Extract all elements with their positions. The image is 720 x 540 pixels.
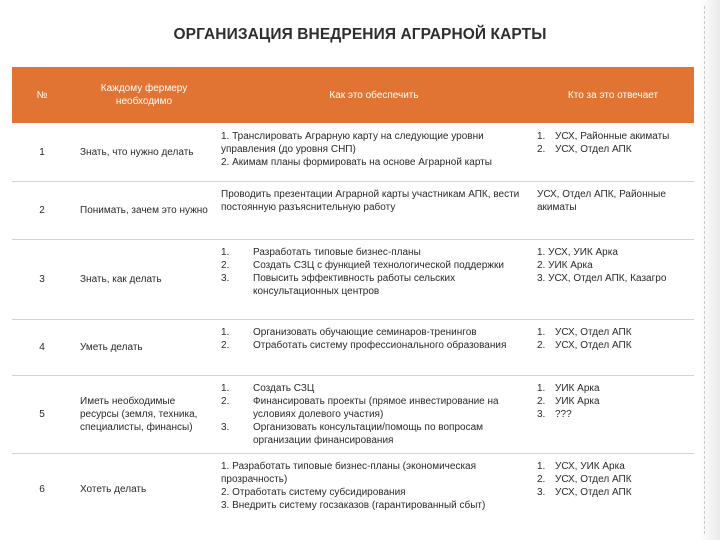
list-item: 1. УИК Арка: [537, 383, 600, 394]
row-who: [532, 124, 694, 182]
list-item: 2. УСХ, Отдел АПК: [537, 144, 632, 155]
header-task: Каждому фермеру необходимо: [72, 67, 216, 124]
header-num: №: [12, 67, 72, 124]
list-item: 2. УИК Арка: [537, 396, 600, 407]
list-item: 3. Организовать консультации/помощь по вопросам организации финансирования: [221, 422, 484, 446]
row-who: [532, 240, 694, 320]
row-who: [532, 376, 694, 454]
list-item: 3. УСХ, Отдел АПК: [537, 487, 632, 498]
row-number: 6: [12, 454, 72, 526]
how-line: 2. Отработать систему субсидирования: [221, 487, 406, 498]
table-row: [12, 454, 694, 526]
row-task: Понимать, зачем это нужно: [72, 182, 216, 240]
list-item: 2. УСХ, Отдел АПК: [537, 340, 632, 351]
list-item: 1. Организовать обучающие семинаров-тренингов: [221, 327, 477, 338]
who-line: 1. УСХ, УИК Арка: [537, 247, 618, 258]
row-task: Знать, что нужно делать: [72, 124, 216, 182]
who-line: 3. УСХ, Отдел АПК, Казагро: [537, 273, 667, 284]
row-number: 3: [12, 240, 72, 320]
list-item: 3. Повысить эффективность работы сельских консультационных центров: [221, 273, 456, 297]
row-how: [216, 320, 532, 376]
how-line: 2. Акимам планы формировать на основе Аграрной карты: [221, 157, 492, 168]
row-number: 2: [12, 182, 72, 240]
list-item: 1. Создать СЗЦ: [221, 383, 315, 394]
page-title: ОРГАНИЗАЦИЯ ВНЕДРЕНИЯ АГРАРНОЙ КАРТЫ: [173, 26, 547, 43]
table-row: [12, 124, 694, 182]
table-row: [12, 320, 694, 376]
row-how: [216, 240, 532, 320]
list-item: 1. УСХ, Отдел АПК: [537, 327, 632, 338]
row-task: Иметь необходимые ресурсы (земля, техника, специалисты, финансы): [72, 376, 216, 454]
table-row: [12, 376, 694, 454]
row-task: Хотеть делать: [72, 454, 216, 526]
row-who: [532, 454, 694, 526]
row-who: [532, 320, 694, 376]
who-line: 2. УИК Арка: [537, 260, 593, 271]
list-item: 2. Создать СЗЦ с функцией технологической поддержки: [221, 260, 504, 271]
how-line: 1. Транслировать Аграрную карту на следующие уровни управления (до уровня СНП): [221, 131, 484, 155]
row-how: [216, 376, 532, 454]
row-number: 5: [12, 376, 72, 454]
list-item: 2. Отработать систему профессионального образования: [221, 340, 507, 351]
slide-edge-divider: [704, 6, 705, 534]
list-item: 2. Финансировать проекты (прямое инвестирование на условиях долевого участия): [221, 396, 499, 420]
header-how: Как это обеспечить: [216, 67, 532, 124]
list-item: 3. ???: [537, 409, 572, 420]
list-item: 1. УСХ, Районные акиматы: [537, 131, 670, 142]
how-line: 3. Внедрить систему госзаказов (гарантированный сбыт): [221, 500, 486, 511]
header-who: Кто за это отвечает: [532, 67, 694, 124]
slide-edge-shadow: [700, 0, 720, 540]
row-who: УСХ, Отдел АПК, Районные акиматы: [532, 182, 694, 240]
responsibility-table: [12, 67, 694, 526]
row-number: 4: [12, 320, 72, 376]
row-how: [216, 124, 532, 182]
list-item: 1. УСХ, УИК Арка: [537, 461, 625, 472]
how-line: 1. Разработать типовые бизнес-планы (экономическая прозрачность): [221, 461, 477, 485]
row-how: [216, 454, 532, 526]
table-row: [12, 182, 694, 240]
row-number: 1: [12, 124, 72, 182]
row-task: Знать, как делать: [72, 240, 216, 320]
table-row: [12, 240, 694, 320]
table-header-row: [12, 67, 694, 124]
row-task: Уметь делать: [72, 320, 216, 376]
list-item: 1. Разработать типовые бизнес-планы: [221, 247, 421, 258]
row-how: Проводить презентации Аграрной карты участникам АПК, вести постоянную разъяснительную работу: [216, 182, 532, 240]
list-item: 2. УСХ, Отдел АПК: [537, 474, 632, 485]
